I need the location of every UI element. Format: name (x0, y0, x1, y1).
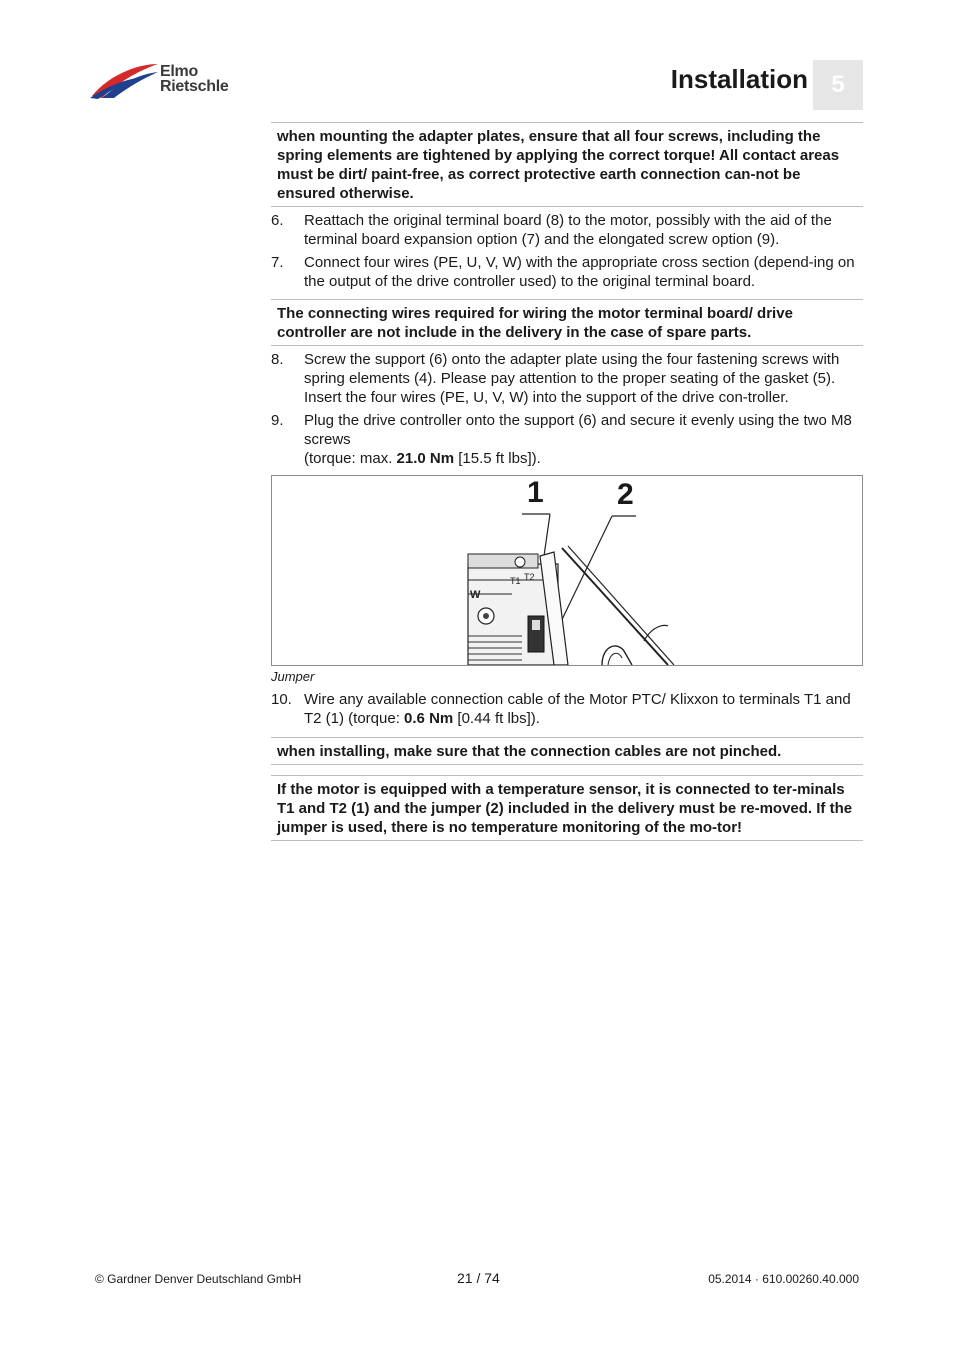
step-number: 9. (271, 412, 284, 429)
step-text (304, 411, 863, 468)
note-adapter-plates: when mounting the adapter plates, ensure that all four screws, including the spring elements are tightened by applying the correct torque! All contact areas must be dirt/ paint-free, as correct protective earth connection can-not be ensured otherwise. (271, 122, 863, 207)
step-10-text-pre: Wire any available connection cable of the Motor PTC/ Klixxon to terminals T1 and T2 (1) (torque: (304, 691, 851, 727)
logo-wordmark (160, 64, 228, 94)
step-number: 6. (271, 212, 284, 229)
page-total: 74 (484, 1270, 500, 1286)
step-9-torque-post: [15.5 ft lbs]). (454, 450, 541, 467)
callout-2: 2 (617, 478, 634, 511)
label-t1: T1 (510, 576, 521, 586)
label-t2: T2 (524, 572, 535, 582)
step-8 (271, 350, 863, 407)
step-9 (271, 411, 863, 468)
step-9-text-a: Plug the drive controller onto the support (6) and secure it evenly using the two M8 screws (304, 412, 852, 448)
step-10 (271, 690, 863, 728)
footer-page-number (457, 1270, 500, 1286)
step-10-torque-value: 0.6 Nm (404, 710, 454, 727)
step-text (304, 690, 863, 728)
page-separator: / (472, 1270, 485, 1286)
jumper-figure (271, 475, 863, 666)
callout-1: 1 (527, 476, 544, 509)
terminal-jumper-drawing-icon (272, 476, 862, 665)
note-pinched: when installing, make sure that the connection cables are not pinched. (271, 737, 863, 765)
step-text: Connect four wires (PE, U, V, W) with the appropriate cross section (depend-ing on the output of the drive controller used) to the original terminal board. (304, 254, 855, 290)
step-text: Reattach the original terminal board (8) to the motor, possibly with the aid of the terminal board expansion option (7) and the elongated screw option (9). (304, 212, 832, 248)
step-number: 10. (271, 691, 292, 708)
footer-copyright: © Gardner Denver Deutschland GmbH (95, 1272, 302, 1286)
step-10-text-post: [0.44 ft lbs]). (453, 710, 540, 727)
step-7 (271, 253, 863, 291)
footer-doc-ref: 05.2014 · 610.00260.40.000 (708, 1272, 859, 1286)
step-9-torque-value: 21.0 Nm (396, 450, 455, 467)
step-number: 7. (271, 254, 284, 271)
logo-text-line2: Rietschle (160, 78, 229, 95)
step-text: Screw the support (6) onto the adapter plate using the four fastening screws with spring elements (4). Please pay attention to the proper seating of the gasket (5). Insert the four wires (PE, U, V, W) into the support of the drive con-troller. (304, 351, 840, 406)
main-content (271, 122, 863, 841)
figure-caption: Jumper (271, 669, 315, 684)
step-6 (271, 211, 863, 249)
label-w: W (470, 589, 481, 601)
note-connecting-wires: The connecting wires required for wiring the motor terminal board/ drive controller are not include in the delivery in the case of spare parts. (271, 299, 863, 346)
page-current: 21 (457, 1270, 473, 1286)
logo-text-line1: Elmo (160, 63, 198, 80)
step-number: 8. (271, 351, 284, 368)
section-title: Installation (670, 64, 808, 94)
step-9-torque-pre: (torque: max. (304, 450, 397, 467)
section-number-badge: 5 (813, 60, 863, 110)
note-temperature-sensor: If the motor is equipped with a temperature sensor, it is connected to ter-minals T1 and T2 (1) and the jumper (2) included in the delivery must be re-moved. If the jumper is used, there is no temperature monitoring of the mo-tor! (271, 775, 863, 841)
